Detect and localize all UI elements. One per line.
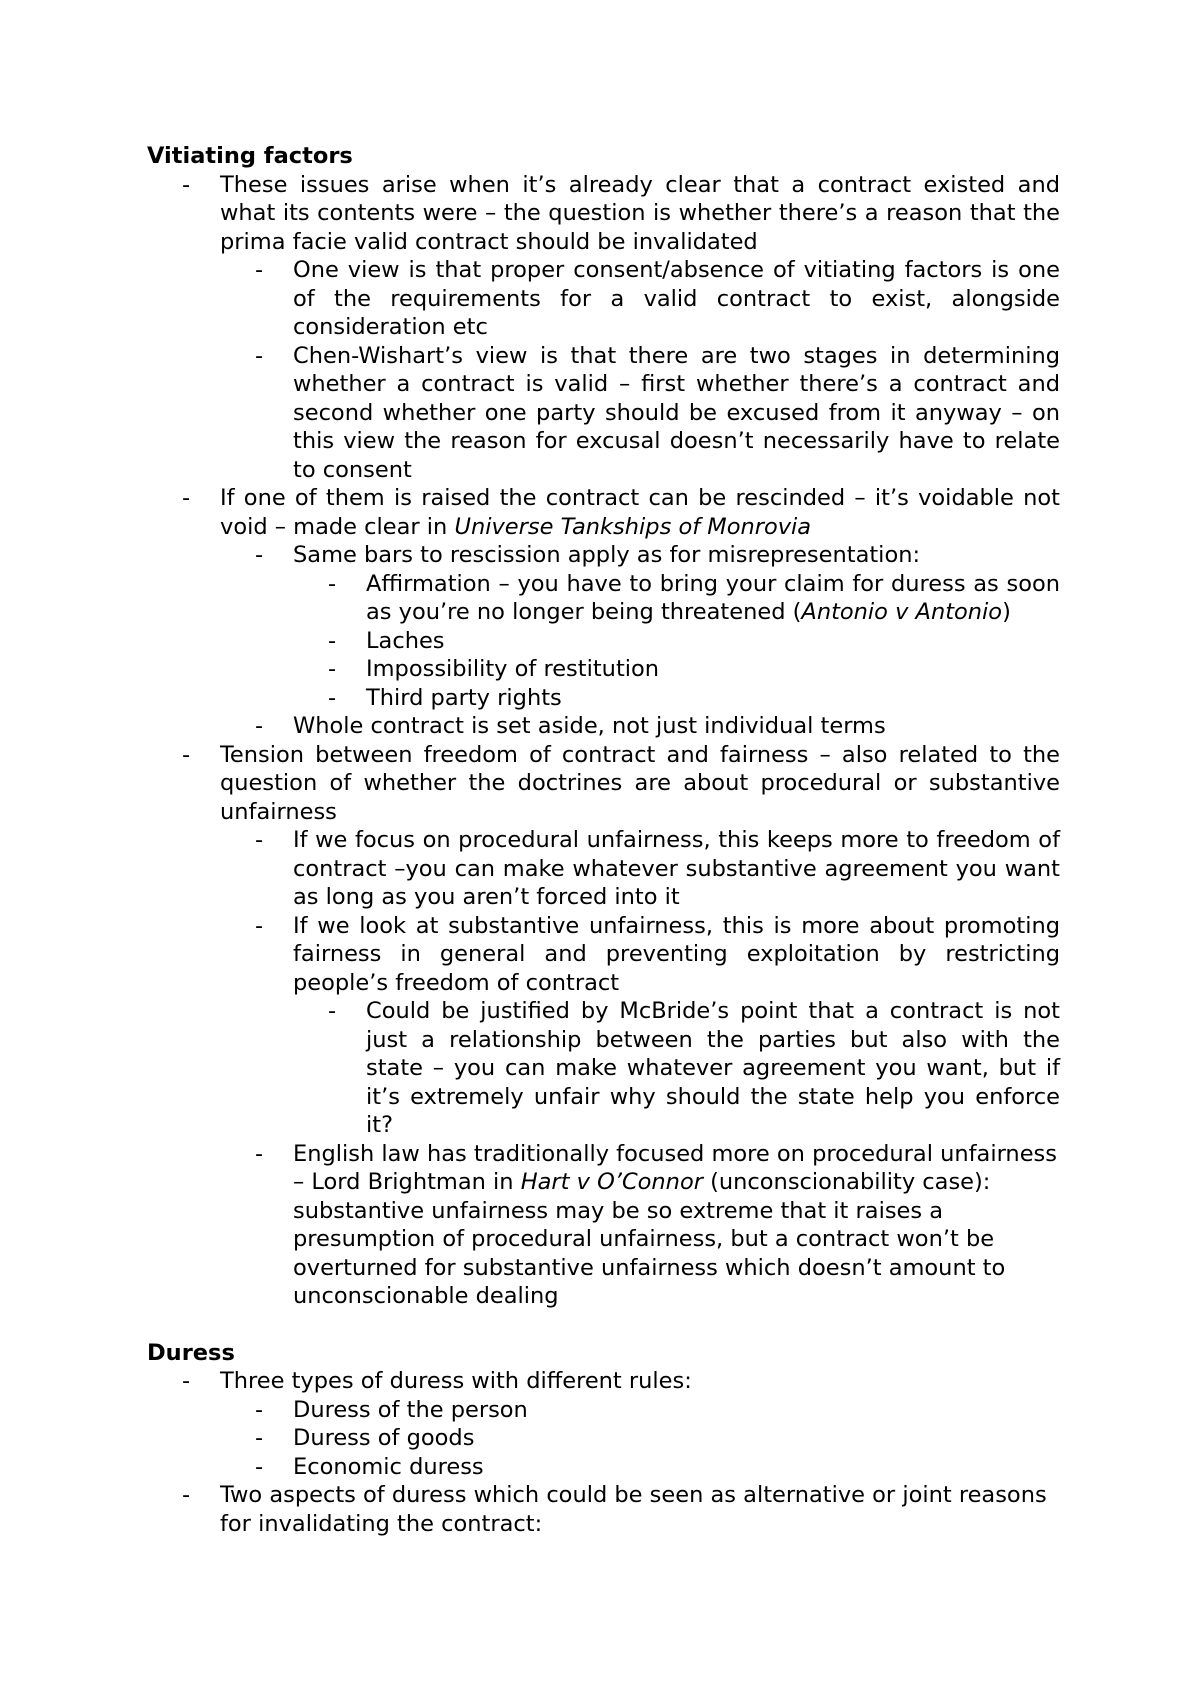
bullet: - (182, 171, 191, 198)
bullet: - (255, 713, 264, 739)
bullet: - (255, 1425, 264, 1451)
heading-vitiating-factors: Vitiating factors (147, 143, 353, 169)
list-item: - One view is that proper consent/absence of vitiating factors is one of the requirements for a valid contract to exist, alongside consideration etc (255, 257, 1060, 340)
list-item: - Duress of goods (255, 1425, 475, 1451)
document-page (147, 142, 1060, 1538)
bullet: - (255, 1140, 264, 1167)
bullet: - (182, 485, 191, 511)
list-item: - If we look at substantive unfairness, this is more about promoting fairness in general and preventing exploitation by restricting people’s freedom of contract (255, 912, 1060, 996)
duress-list (147, 1367, 1060, 1538)
bullet: - (328, 656, 337, 682)
list-item: - Two aspects of duress which could be seen as alternative or joint reasons for invalidating the contract: (182, 1482, 1047, 1537)
bullet: - (182, 1368, 191, 1394)
case-name: Universe Tankships of Monrovia (454, 513, 812, 540)
list-item: - Chen-Wishart’s view is that there are two stages in determining whether a contract is valid – first whether there’s a contract and second whether one party should be excused from it anyway – on this view the reason for excusal doesn’t necessarily have to relate to consent (255, 342, 1060, 483)
list-item: - Laches (328, 627, 445, 654)
bullet: - (328, 570, 337, 597)
list-item: - Whole contract is set aside, not just individual terms (255, 713, 886, 739)
bullet: - (255, 257, 264, 283)
list-item: - Third party rights (328, 684, 562, 711)
bullet: - (255, 342, 264, 369)
list-item: - If one of them is raised the contract can be rescinded – it’s voidable not void – made clear in Universe Tankships of Monrovia (182, 485, 1060, 540)
case-name: Hart v O’Connor (520, 1169, 703, 1195)
bullet: - (255, 1453, 264, 1480)
list-item: - Economic duress (255, 1453, 484, 1480)
heading-duress: Duress (147, 1339, 235, 1366)
list-item: - Same bars to rescission apply as for misrepresentation: (255, 542, 921, 568)
bullet: - (182, 1482, 191, 1508)
bullet: - (255, 1396, 264, 1423)
vitiating-list (147, 171, 1060, 1311)
list-item: - These issues arise when it’s already clear that a contract existed and what its contents were – the question is whether there’s a reason that the prima facie valid contract should be invalidated (182, 171, 1060, 255)
list-item: - Affirmation – you have to bring your claim for duress as soon as you’re no longer being threatened (Antonio v Antonio) (328, 570, 1060, 625)
list-item: - Tension between freedom of contract and fairness – also related to the question of whether the doctrines are about procedural or substantive unfairness (182, 741, 1060, 825)
list-item: - Duress of the person (255, 1396, 528, 1423)
list-item: - Three types of duress with different rules: (182, 1368, 692, 1394)
bullet: - (255, 827, 264, 853)
list-item: - Impossibility of restitution (328, 656, 660, 682)
bullet: - (328, 684, 337, 711)
list-item: - Could be justified by McBride’s point that a contract is not just a relationship between the parties but also with the state – you can make whatever agreement you want, but if it’s extremely unfair why should the state help you enforce it? (328, 998, 1060, 1138)
list-item: - English law has traditionally focused more on procedural unfairness – Lord Brightman in Hart v O’Connor (unconscionability case): substantive unfairness may be so extreme that it raises a presumption of procedural unfairness, but a contract won’t be overturned for substantive unfairness which doesn’t amount to unconscionable dealing (255, 1140, 1057, 1309)
bullet: - (255, 912, 264, 939)
bullet: - (328, 627, 337, 654)
bullet: - (182, 741, 191, 768)
bullet: - (255, 542, 264, 568)
bullet: - (328, 998, 337, 1024)
list-item: - If we focus on procedural unfairness, this keeps more to freedom of contract –you can make whatever substantive agreement you want as long as you aren’t forced into it (255, 827, 1060, 910)
case-name: Antonio v Antonio (801, 599, 1003, 625)
